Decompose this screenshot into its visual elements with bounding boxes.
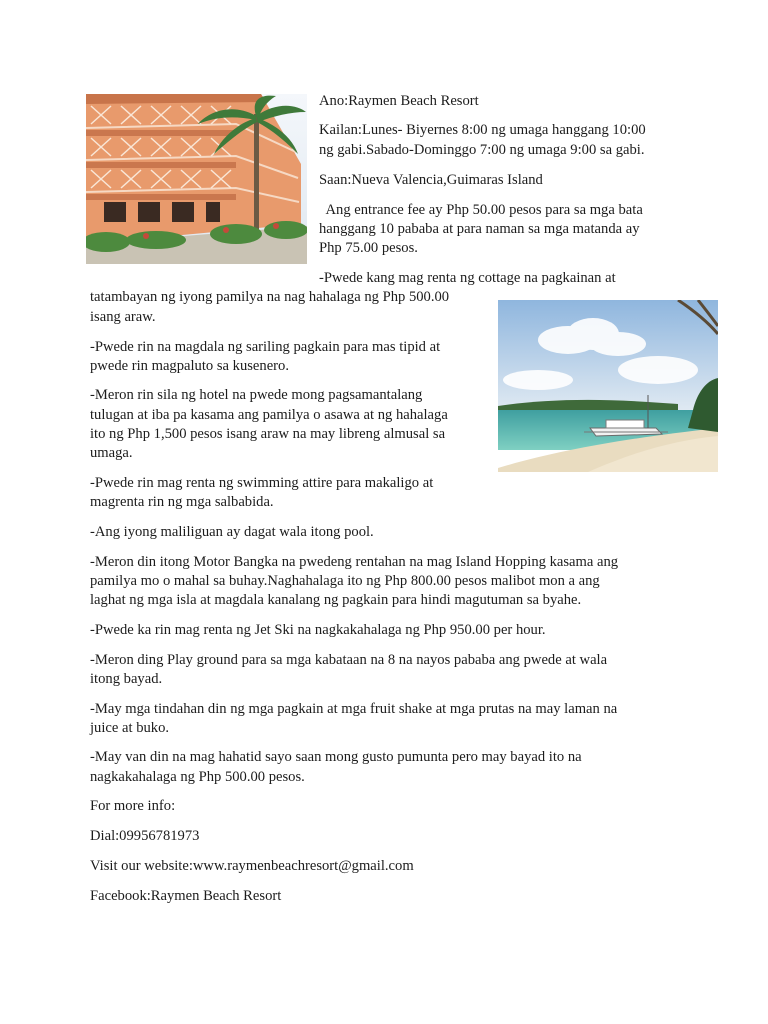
contact-website: Visit our website:www.raymenbeachresort@gmail.com [90, 858, 414, 874]
paragraph-cottage-line-1: -Pwede kang mag renta ng cottage na pagkainan at [319, 270, 616, 286]
paragraph-bangka-line-2: pamilya mo o mahal sa buhay.Naghahalaga ito ng Php 800.00 pesos malibot mon a ang [90, 573, 600, 589]
paragraph-food-line-2: pwede rin magpaluto sa kusenero. [90, 358, 289, 374]
paragraph-food-line-1: -Pwede rin na magdala ng sariling pagkain para mas tipid at [90, 339, 441, 355]
paragraph-hotel-line-3: ito ng Php 1,500 pesos isang araw na may libreng almusal sa [90, 426, 446, 442]
heading-ano: Ano:Raymen Beach Resort [319, 93, 479, 109]
paragraph-tindahan-line-2: juice at buko. [90, 720, 170, 736]
paragraph-hotel-line-1: -Meron rin sila ng hotel na pwede mong pagsamantalang [90, 387, 423, 403]
paragraph-dagat: -Ang iyong maliliguan ay dagat wala itong pool. [90, 524, 374, 540]
beach-photo [498, 300, 718, 472]
paragraph-playground-line-1: -Meron ding Play ground para sa mga kabataan na 8 na nayos pababa ang pwede at wala [90, 652, 608, 668]
paragraph-bangka-line-1: -Meron din itong Motor Bangka na pwedeng rentahan na mag Island Hopping kasama ang [90, 554, 619, 570]
paragraph-bangka-line-3: laghat ng mga isla at magdala kanalang ng pagkain para hindi magutuman sa byahe. [90, 592, 582, 608]
paragraph-saan: Saan:Nueva Valencia,Guimaras Island [319, 172, 543, 188]
paragraph-playground-line-2: itong bayad. [90, 671, 163, 687]
paragraph-cottage-line-2: tatambayan ng iyong pamilya na nag hahalaga ng Php 500.00 [90, 289, 450, 305]
paragraph-jetski: -Pwede ka rin mag renta ng Jet Ski na nagkakahalaga ng Php 950.00 per hour. [90, 622, 546, 638]
paragraph-entrance-line-2: hanggang 10 pababa at para naman sa mga matanda ay [319, 221, 640, 237]
paragraph-van-line-2: nagkakahalaga ng Php 500.00 pesos. [90, 769, 305, 785]
paragraph-swim-line-1: -Pwede rin mag renta ng swimming attire para makaligo at [90, 475, 434, 491]
paragraph-cottage-line-3: isang araw. [90, 309, 156, 325]
paragraph-kailan-line-2: ng gabi.Sabado-Dominggo 7:00 ng umaga 9:00 sa gabi. [319, 142, 645, 158]
contact-dial: Dial:09956781973 [90, 828, 200, 844]
paragraph-entrance-line-3: Php 75.00 pesos. [319, 240, 418, 256]
contact-more-info: For more info: [90, 798, 176, 814]
paragraph-kailan-line-1: Kailan:Lunes- Biyernes 8:00 ng umaga hanggang 10:00 [319, 122, 646, 138]
paragraph-hotel-line-4: umaga. [90, 445, 133, 461]
paragraph-hotel-line-2: tulugan at iba pa kasama ang pamilya o asawa at ng hahalaga [90, 407, 448, 423]
paragraph-entrance-line-1: Ang entrance fee ay Php 50.00 pesos para sa mga bata [319, 202, 643, 218]
hotel-photo [86, 94, 307, 264]
contact-facebook: Facebook:Raymen Beach Resort [90, 888, 282, 904]
paragraph-van-line-1: -May van din na mag hahatid sayo saan mong gusto pumunta pero may bayad ito na [90, 749, 582, 765]
paragraph-tindahan-line-1: -May mga tindahan din ng mga pagkain at mga fruit shake at mga prutas na may laman na [90, 701, 618, 717]
paragraph-swim-line-2: magrenta rin ng mga salbabida. [90, 494, 274, 510]
